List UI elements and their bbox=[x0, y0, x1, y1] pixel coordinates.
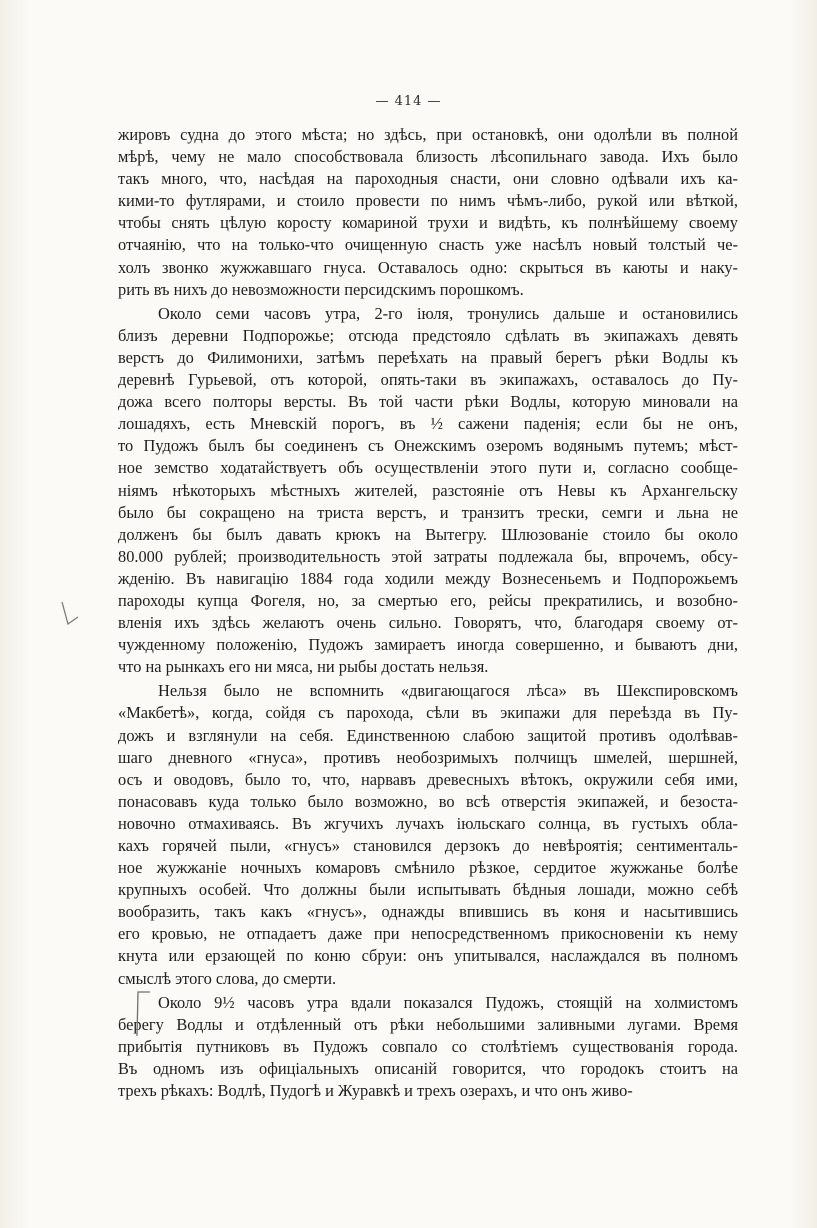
paragraph bbox=[118, 124, 738, 301]
body-text bbox=[118, 124, 738, 1102]
text-line: верстъ до Филимонихи, затѣмъ переѣхать на правый берегъ рѣки Водлы къ bbox=[118, 347, 738, 367]
text-line: осъ и оводовъ, было то, что, нарвавъ древесныхъ вѣтокъ, окружили себя ими, bbox=[118, 769, 738, 789]
text-line: деревнѣ Гурьевой, отъ которой, опять-таки въ экипажахъ, оставалось до Пу- bbox=[118, 370, 738, 390]
text-line: такъ много, что, насѣдая на пароходныя снасти, они словно одѣвали ихъ ка- bbox=[118, 169, 738, 189]
text-line: ное жужжаніе ночныхъ комаровъ смѣнило рѣзкое, сердитое жужжанье болѣе bbox=[118, 858, 738, 878]
paragraph bbox=[118, 303, 738, 679]
text-line: Около 9½ часовъ утра вдали показался Пудожъ, стоящій на холмистомъ bbox=[158, 992, 738, 1012]
text-line: ное земство ходатайствуетъ объ осуществленіи этого пути и, согласно сообще- bbox=[118, 458, 738, 478]
text-line: чужденному положенію, Пудожъ замираетъ иногда совершенно, и бываютъ дни, bbox=[118, 635, 738, 655]
pencil-bracket-mark-icon bbox=[134, 990, 152, 1038]
text-line: жировъ судна до этого мѣста; но здѣсь, при остановкѣ, они одолѣли въ полной bbox=[118, 125, 738, 144]
text-line: крупныхъ особей. Что должны были испытывать бѣдныя лошади, можно себѣ bbox=[118, 880, 738, 900]
text-line: холъ звонко жужжавшаго гнуса. Оставалось одно: скрыться въ каюты и наку- bbox=[118, 257, 738, 277]
text-line: Нельзя было не вспомнить «двигающагося лѣса» въ Шекспировскомъ bbox=[158, 681, 738, 701]
pencil-margin-mark-icon bbox=[58, 600, 80, 630]
page-number: — 414 — bbox=[375, 94, 442, 109]
text-line: кахъ горячей пыли, «гнусъ» становился дерзокъ до невѣроятія; сентименталь- bbox=[118, 836, 738, 855]
text-line: пароходы купца Фогеля, но, за смертью его, рейсы прекратились, и возобно- bbox=[118, 590, 738, 610]
text-line: прибытія путниковъ въ Пудожъ совпало со столѣтіемъ существованія города. bbox=[118, 1036, 738, 1056]
text-line: отчаянію, что на только-что очищенную снасть уже насѣлъ новый толстый че- bbox=[118, 235, 738, 255]
text-line: новочно отмахиваясь. Въ жгучихъ лучахъ іюльскаго солнца, въ густыхъ обла- bbox=[118, 813, 738, 833]
text-line: «Макбетѣ», когда, сойдя съ парохода, сѣли въ экипажи для переѣзда въ Пу- bbox=[118, 703, 738, 723]
text-line: близъ деревни Подпорожье; отсюда предстояло сдѣлать въ экипажахъ девять bbox=[118, 325, 738, 345]
text-line: чтобы снять цѣлую коросту комариной трухи и видѣть, къ полнѣйшему своему bbox=[118, 213, 738, 233]
text-line: что на рынкахъ его ни мяса, ни рыбы достать нельзя. bbox=[118, 657, 489, 677]
text-line: шаго дневного «гнуса», противъ необозримыхъ полчищъ шмелей, шершней, bbox=[118, 747, 738, 767]
paragraph bbox=[118, 680, 738, 989]
text-line: его кровью, не отпадаетъ даже при непосредственномъ прикосновеніи къ нему bbox=[118, 924, 738, 944]
text-line: ніямъ нѣкоторыхъ мѣстныхъ жителей, разстояніе отъ Невы къ Архангельску bbox=[118, 480, 738, 500]
text-line: понасовавъ куда только было возможно, во всѣ отверстія экипажей, и безоста- bbox=[118, 791, 738, 811]
paragraph bbox=[118, 992, 738, 1102]
text-line: дожа всего полторы версты. Въ той части рѣки Водлы, которую миновали на bbox=[118, 392, 738, 412]
text-line: кими-то футлярами, и стоило провести по нимъ чѣмъ-либо, рукой или вѣткой, bbox=[118, 191, 738, 211]
text-line: рить въ нихъ до невозможности персидскимъ порошкомъ. bbox=[118, 279, 524, 299]
text-line: было бы сокращено на триста верстъ, и транзитъ трески, семги и льна не bbox=[118, 502, 738, 522]
text-line: дожъ и взглянули на себя. Единственною слабою защитой противъ одолѣвав- bbox=[118, 725, 738, 745]
text-line: долженъ бы былъ давать крюкъ на Вытегру. Шлюзованіе стоило бы около bbox=[118, 524, 738, 544]
text-line: берегу Водлы и отдѣленный отъ рѣки небольшими заливными лугами. Время bbox=[118, 1014, 738, 1034]
text-line: 80.000 рублей; производительность этой затраты подлежала бы, впрочемъ, обсу- bbox=[118, 546, 738, 566]
text-line: Въ одномъ изъ офиціальныхъ описаній говорится, что городокъ стоитъ на bbox=[118, 1058, 738, 1078]
text-line: вленія ихъ здѣсь желаютъ очень сильно. Говорятъ, что, благодаря своему от- bbox=[118, 613, 738, 633]
text-line: мѣрѣ, чему не мало способствовала близость лѣсопильнаго завода. Ихъ было bbox=[118, 147, 738, 167]
text-line: смыслѣ этого слова, до смерти. bbox=[118, 968, 337, 988]
text-line: трехъ рѣкахъ: Водлѣ, Пудогѣ и Журавкѣ и трехъ озерахъ, и что онъ живо- bbox=[118, 1081, 633, 1101]
text-line: то Пудожъ былъ бы соединенъ съ Онежскимъ озеромъ водянымъ путемъ; мѣст- bbox=[118, 436, 738, 456]
text-line: вообразить, такъ какъ «гнусъ», однажды впившись въ коня и насытившись bbox=[118, 902, 738, 922]
text-line: кнута или ерзающей по коню сбруи: онъ упитывался, наслаждался въ полномъ bbox=[118, 946, 738, 966]
text-line: Около семи часовъ утра, 2-го іюля, тронулись дальше и остановились bbox=[158, 303, 738, 323]
text-line: жденію. Въ навигацію 1884 года ходили между Вознесеньемъ и Подпорожьемъ bbox=[118, 568, 738, 588]
text-line: лошадяхъ, есть Мневскій порогъ, въ ½ сажени паденія; если бы не онъ, bbox=[118, 414, 738, 434]
